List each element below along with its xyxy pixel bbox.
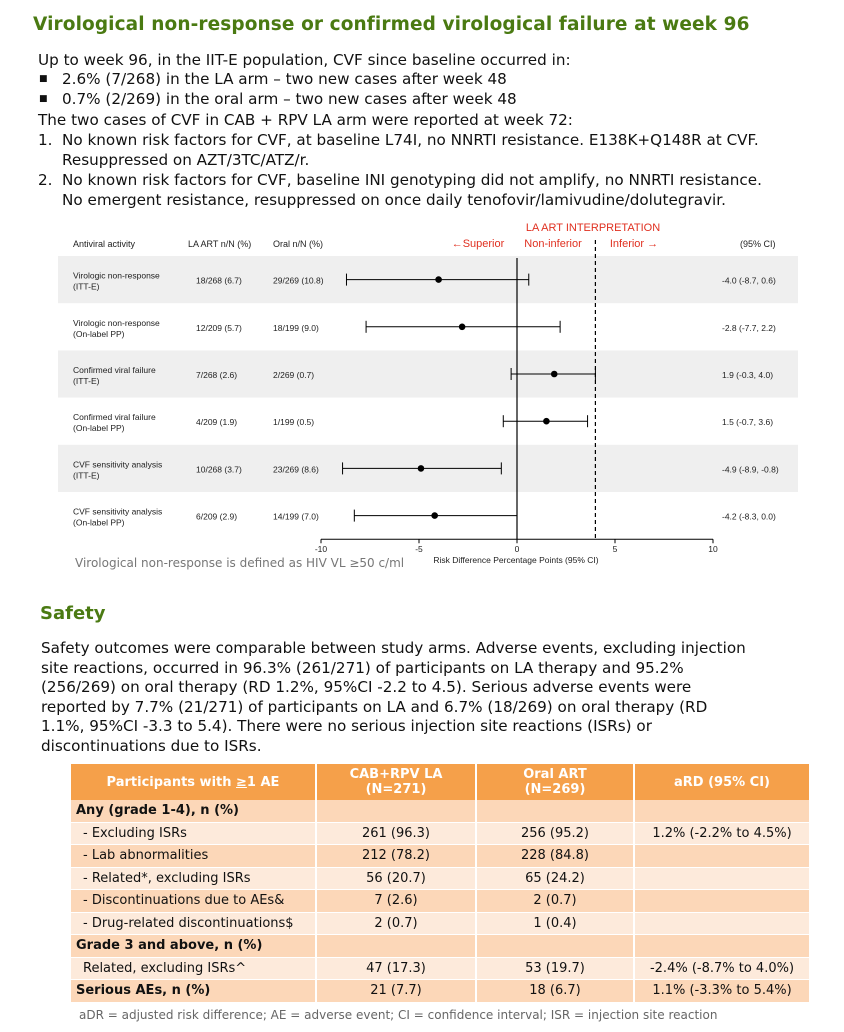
- cell-oral: 18 (6.7): [476, 980, 634, 1003]
- cell-ard: 1.1% (-3.3% to 5.4%): [634, 980, 810, 1003]
- row-band: [58, 350, 798, 397]
- header-la: LA ART n/N (%): [188, 239, 252, 249]
- intro-text: Up to week 96, in the IIT-E population, CVF since baseline occurred in:: [38, 51, 571, 69]
- cell-label: - Excluding ISRs: [71, 822, 316, 845]
- cell-label: Any (grade 1-4), n (%): [71, 800, 316, 822]
- row-label: Confirmed viral failure: [73, 365, 156, 375]
- point-estimate: [459, 324, 466, 331]
- superior-label: ←Superior: [451, 238, 505, 250]
- header-la-arm: CAB+RPV LA (N=271): [316, 764, 476, 800]
- adverse-events-table: [71, 764, 811, 1003]
- cell-label: Grade 3 and above, n (%): [71, 935, 316, 958]
- table-row: [71, 822, 810, 845]
- row-oral-value: 2/269 (0.7): [273, 370, 315, 380]
- x-tick-label: -5: [415, 544, 423, 555]
- cell-oral: 256 (95.2): [476, 822, 634, 845]
- table-row: [71, 845, 810, 868]
- cell-oral: 228 (84.8): [476, 845, 634, 868]
- safety-line: (256/269) on oral therapy (RD 1.2%, 95%CI -2.2 to 4.5). Serious adverse events were: [41, 678, 692, 696]
- point-estimate: [435, 276, 442, 283]
- cell-ard: [634, 890, 810, 913]
- bullet-la: 2.6% (7/268) in the LA arm – two new cases after week 48: [62, 70, 507, 88]
- cell-label: - Lab abnormalities: [71, 845, 316, 868]
- cell-la: 21 (7.7): [316, 980, 476, 1003]
- row-ci-value: 1.5 (-0.7, 3.6): [722, 417, 774, 428]
- row-label: Virologic non-response: [73, 317, 160, 328]
- row-sublabel: (On-label PP): [73, 517, 125, 528]
- cell-ard: [634, 845, 810, 868]
- safety-line: discontinuations due to ISRs.: [41, 736, 262, 755]
- case-2-line-2: No emergent resistance, resuppressed on once daily tenofovir/lamivudine/dolutegravir.: [62, 191, 726, 209]
- cell-label: - Related*, excluding ISRs: [71, 867, 316, 890]
- x-tick-label: -10: [314, 544, 328, 555]
- cell-ard: [634, 935, 810, 958]
- cases-intro: The two cases of CVF in CAB + RPV LA arm were reported at week 72:: [38, 111, 573, 129]
- cell-ard: [634, 912, 810, 935]
- table-row: [71, 800, 810, 822]
- row-la-value: 7/268 (2.6): [196, 370, 238, 380]
- cell-oral: [476, 935, 634, 958]
- cell-label: - Discontinuations due to AEs&: [71, 890, 316, 913]
- row-oral-value: 29/269 (10.8): [273, 275, 324, 286]
- cell-la: 56 (20.7): [316, 867, 476, 890]
- cell-label: Serious AEs, n (%): [71, 980, 316, 1003]
- row-ci-value: -2.8 (-7.7, 2.2): [722, 322, 776, 333]
- cell-label: Related, excluding ISRs^: [71, 957, 316, 980]
- row-sublabel: (On-label PP): [73, 328, 125, 339]
- safety-line: reported by 7.7% (21/271) of participants on LA and 6.7% (18/269) on oral therapy (RD: [41, 697, 708, 716]
- point-estimate: [418, 465, 425, 472]
- table-row: [71, 957, 810, 980]
- cell-la: 212 (78.2): [316, 845, 476, 868]
- case-1-line-2: Resuppressed on AZT/3TC/ATZ/r.: [62, 151, 310, 169]
- table-row: [71, 980, 810, 1003]
- cell-la: [316, 935, 476, 958]
- header-oral-arm: Oral ART (N=269): [476, 764, 634, 800]
- cell-ard: [634, 800, 810, 822]
- row-ci-value: -4.2 (-8.3, 0.0): [722, 511, 776, 522]
- x-tick-label: 10: [708, 544, 718, 555]
- row-label: CVF sensitivity analysis: [73, 506, 163, 517]
- point-estimate: [543, 418, 550, 425]
- cell-ard: [634, 867, 810, 890]
- row-sublabel: (ITT-E): [73, 470, 100, 481]
- cell-la: 2 (0.7): [316, 912, 476, 935]
- cell-ard: 1.2% (-2.2% to 4.5%): [634, 822, 810, 845]
- cell-la: 261 (96.3): [316, 822, 476, 845]
- cell-oral: [476, 800, 634, 822]
- cell-la: 47 (17.3): [316, 957, 476, 980]
- x-tick-label: 5: [612, 544, 618, 555]
- cell-label: - Drug-related discontinuations$: [71, 912, 316, 935]
- section-title: Virological non-response or confirmed virological failure at week 96: [33, 14, 750, 35]
- bullet-marker: ■: [39, 74, 48, 84]
- x-tick-label: 0: [514, 544, 520, 555]
- table-row: [71, 912, 810, 935]
- table-row: [71, 867, 810, 890]
- point-estimate: [551, 371, 558, 378]
- interp-title: LA ART INTERPRETATION: [525, 222, 661, 234]
- cell-oral: 65 (24.2): [476, 867, 634, 890]
- row-sublabel: (ITT-E): [73, 281, 100, 292]
- row-ci-value: -4.9 (-8.9, -0.8): [722, 464, 779, 475]
- vnr-definition-note: Virological non-response is defined as HIV VL ≥50 c/ml: [75, 556, 405, 570]
- row-oral-value: 14/199 (7.0): [273, 511, 319, 522]
- row-label: Confirmed viral failure: [73, 412, 156, 423]
- row-oral-value: 23/269 (8.6): [273, 464, 319, 475]
- table-row: [71, 935, 810, 958]
- safety-line: Safety outcomes were comparable between study arms. Adverse events, excluding injection: [41, 639, 746, 657]
- cell-la: 7 (2.6): [316, 890, 476, 913]
- row-oral-value: 18/199 (9.0): [273, 322, 319, 333]
- bullet-marker: ■: [39, 94, 48, 104]
- header-ard: aRD (95% CI): [634, 764, 810, 800]
- point-estimate: [431, 512, 438, 519]
- row-label: CVF sensitivity analysis: [73, 459, 163, 470]
- row-ci-value: 1.9 (-0.3, 4.0): [722, 370, 774, 380]
- case-number: 1.: [38, 131, 53, 149]
- table-row: [71, 890, 810, 913]
- cell-oral: 53 (19.7): [476, 957, 634, 980]
- row-oral-value: 1/199 (0.5): [273, 417, 315, 428]
- noninferior-label: Non-inferior: [524, 238, 582, 250]
- cell-la: [316, 800, 476, 822]
- header-activity: Antiviral activity: [73, 239, 136, 249]
- row-label: Virologic non-response: [73, 270, 160, 281]
- safety-line: site reactions, occurred in 96.3% (261/271) of participants on LA therapy and 95.2%: [41, 658, 684, 677]
- cell-oral: 2 (0.7): [476, 890, 634, 913]
- cell-ard: -2.4% (-8.7% to 4.0%): [634, 957, 810, 980]
- case-1-line-1: No known risk factors for CVF, at baseline L74I, no NNRTI resistance. E138K+Q148R at CVF.: [62, 131, 759, 149]
- row-la-value: 12/209 (5.7): [196, 322, 242, 333]
- inferior-label: Inferior →: [609, 238, 659, 250]
- row-sublabel: (ITT-E): [73, 376, 100, 386]
- table-footnote: aDR = adjusted risk difference; AE = adverse event; CI = confidence interval; ISR = injection site reaction: [79, 1008, 718, 1022]
- row-la-value: 18/268 (6.7): [196, 275, 242, 286]
- safety-title: Safety: [40, 603, 106, 624]
- row-ci-value: -4.0 (-8.7, 0.6): [722, 275, 776, 286]
- cell-oral: 1 (0.4): [476, 912, 634, 935]
- x-axis-label: Risk Difference Percentage Points (95% CI): [433, 555, 599, 565]
- header-oral: Oral n/N (%): [273, 239, 324, 249]
- case-number: 2.: [38, 171, 53, 189]
- row-la-value: 10/268 (3.7): [196, 464, 242, 475]
- header-participants: Participants with ≥1 AE: [71, 764, 316, 800]
- row-la-value: 4/209 (1.9): [196, 417, 238, 428]
- safety-line: 1.1%, 95%CI -3.3 to 5.4). There were no serious injection site reactions (ISRs) or: [41, 717, 652, 735]
- row-sublabel: (On-label PP): [73, 423, 125, 434]
- bullet-oral: 0.7% (2/269) in the oral arm – two new cases after week 48: [62, 90, 517, 108]
- safety-paragraph: [41, 639, 810, 756]
- case-2-line-1: No known risk factors for CVF, baseline INI genotyping did not amplify, no NNRTI resistance.: [62, 171, 762, 189]
- header-ci: (95% CI): [740, 239, 776, 249]
- table-header-row: [71, 764, 810, 800]
- row-la-value: 6/209 (2.9): [196, 511, 238, 522]
